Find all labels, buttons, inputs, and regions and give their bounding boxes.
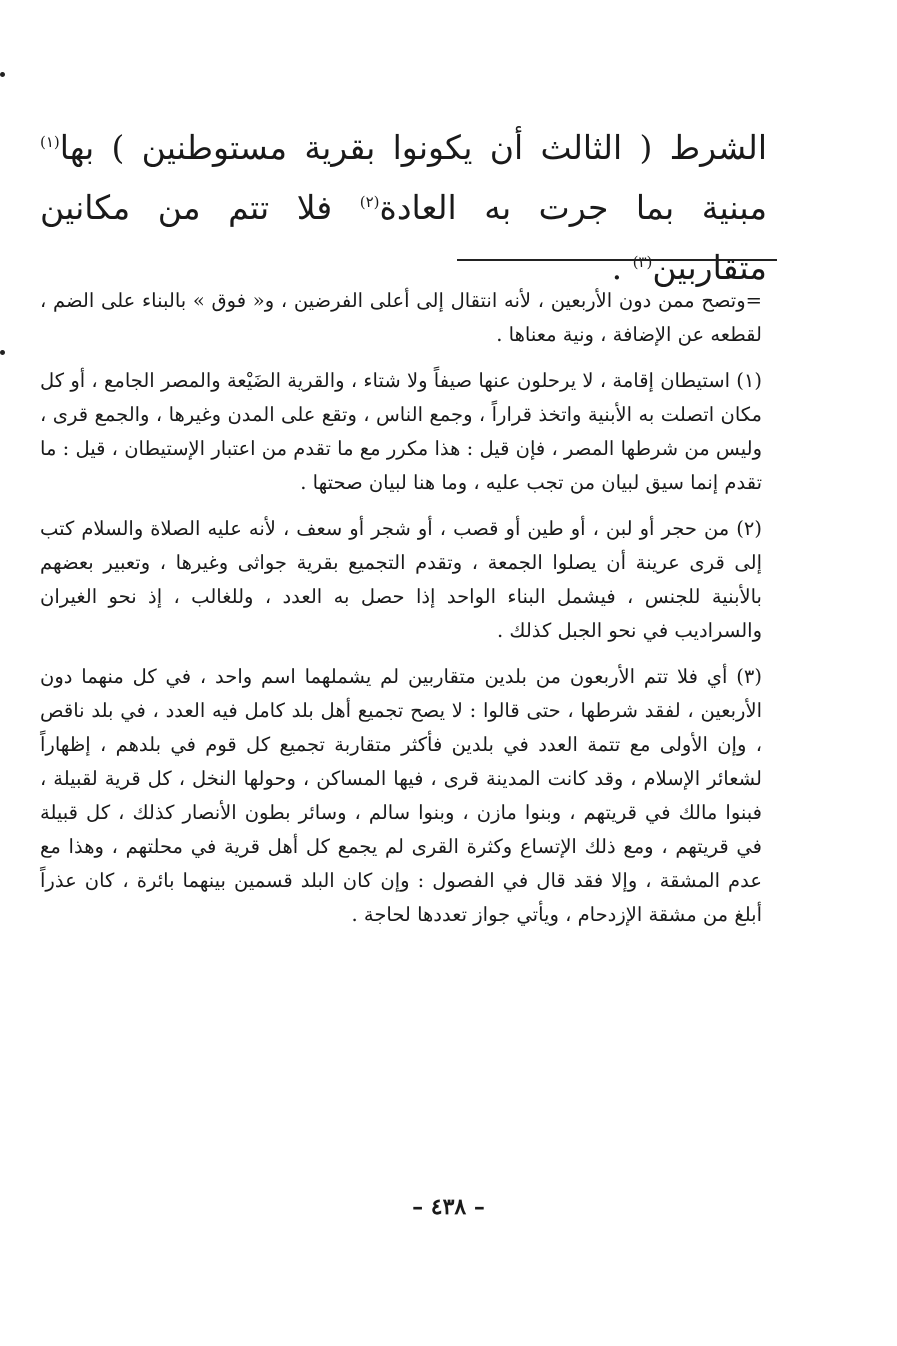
footnote-ref-2[interactable]: (٢)	[359, 193, 380, 211]
footnote-divider	[457, 259, 777, 261]
scan-edge-mark	[0, 350, 5, 355]
footnote-continued: =وتصح ممن دون الأربعين ، لأنه انتقال إلى أعلى الفرضين ، و« فوق » بالبناء على الضم ، لقطعه عن الإضافة ، ونية معناها .	[40, 289, 762, 346]
main-text	[40, 118, 767, 298]
main-text-line2: بما جرت به العادة	[379, 188, 675, 227]
footnote-3: (٣) أي فلا تتم الأربعون من بلدين متقاربين لم يشملهما اسم واحد ، في كل منهما دون الأربعين ، لفقد شرطها ، حتى قالوا : لا يصح تجميع أهل بلد كامل فيه العدد ، في بلد ناقص ، وإن الأولى مع تتمة العدد في بلدين فأكثر متقاربة تجميع كل قوم في بلدهم ، إظهاراً لشعائر الإسلام ، وقد كانت المدينة قرى ، فيها المساكن ، وحولها النخل ، كل قرية لقبيلة ، فبنوا مالك في قريتهم ، وبنوا مازن ، وبنوا سالم ، وسائر بطون الأنصار كذلك ، كل قبيلة في قريتهم ، ومع ذلك الإتساع وكثرة القرى لم يجمع كل أهل قرية في محلتهم ، وهذا مع عدم المشقة ، وإلا فقد قال في الفصول : وإن كان البلد قسمين بينهما بائرة ، كان عذراً أبلغ من مشقة الإزدحام ، ويأتي جواز تعددها لحاجة .	[40, 665, 762, 926]
footnote-1: (١) استيطان إقامة ، لا يرحلون عنها صيفاً ولا شتاء ، والقرية الضَيْعة والمصر الجامع ، أو كل مكان اتصلت به الأبنية واتخذ قراراً ، وجمع الناس ، وتقع على المدن وغيرها ، والجمع قرى ، وليس من شرطها المصر ، فإن قيل : هذا مكرر مع ما تقدم من اعتبار الإستيطان ، قيل : ما تقدم إنما سيق لبيان من تجب عليه ، وما هنا لبيان صحتها .	[40, 369, 762, 494]
footnote-ref-3[interactable]: (٣)	[632, 253, 653, 271]
main-text-line1-end: مبنية	[701, 188, 767, 227]
scan-edge-mark	[0, 72, 5, 77]
footnote-2: (٢) من حجر أو لبن ، أو طين أو قصب ، أو شجر أو سعف ، لأنه عليه الصلاة والسلام كتب إلى قرى عرينة أن يصلوا الجمعة ، وتقدم التجميع بقرية جواثى وغيرها ، وتعبير بعضهم بالأبنية للجنس ، فيشمل البناء الواحد إذا حصل به العدد ، وللغالب ، إذ نحو الغيران والسراديب في نحو الجبل كذلك .	[40, 517, 762, 642]
page-number: – ٤٣٨ –	[412, 1194, 485, 1220]
footnotes	[40, 284, 762, 944]
main-text-line2-end: .	[611, 248, 633, 287]
main-text-line1: الشرط ( الثالث أن يكونوا بقرية مستوطنين ) بها	[59, 128, 767, 167]
footnote-ref-1[interactable]: (١)	[40, 133, 60, 151]
main-text-line2-mid: فلا تتم من مكانين متقاربين	[40, 188, 767, 287]
